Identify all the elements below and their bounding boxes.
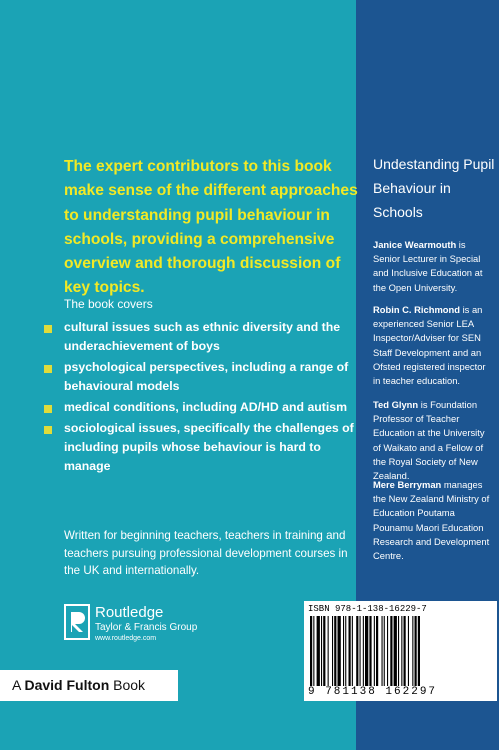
barcode-bar <box>365 616 368 686</box>
barcode-bar <box>387 616 388 686</box>
blurb-text: The expert contributors to this book make sense of the different approaches to understanding pupil behaviour in schools, providing a comprehensive overview and thorough discussion of key topics. <box>64 158 358 297</box>
barcode-bar <box>313 616 314 686</box>
barcode-digits: 9 781138 162297 <box>308 686 438 698</box>
barcode-bar <box>334 616 336 686</box>
barcode-bar <box>374 616 375 686</box>
author-bio: Janice Wearmouth is Senior Lecturer in Special and Inclusive Education at the Open University. <box>373 239 483 293</box>
barcode-bar <box>343 616 344 686</box>
barcode-bar <box>317 616 320 686</box>
barcode-bar <box>382 616 383 686</box>
barcode-bar <box>338 616 341 686</box>
bullet-square-icon <box>44 426 52 434</box>
imprint-banner <box>0 670 178 701</box>
barcode <box>304 601 497 701</box>
publisher-name: Routledge <box>95 604 164 621</box>
barcode-bar <box>349 616 351 686</box>
barcode-bar <box>321 616 322 686</box>
barcode-bar <box>390 616 392 686</box>
barcode-bar <box>332 616 333 686</box>
barcode-bar <box>369 616 371 686</box>
barcode-bar <box>360 616 361 686</box>
author-bio: Ted Glynn is Foundation Professor of Teacher Education at the University of Waikato and a Fellow of the Royal Society of New Zealand. <box>373 399 485 482</box>
barcode-bar <box>328 616 329 686</box>
barcode-bar <box>398 616 399 686</box>
author-bio: Robin C. Richmond is an experienced Senior LEA Inspector/Adviser for SEN Staff Development and an Ofsted registered inspector in teacher education. <box>373 304 486 387</box>
publisher-url: www.routledge.com <box>95 635 157 642</box>
routledge-logo-icon <box>64 604 90 640</box>
imprint-text: A David Fulton Book <box>12 677 146 693</box>
topic-list <box>44 318 364 478</box>
barcode-bar <box>352 616 353 686</box>
barcode-bar <box>356 616 358 686</box>
bullet-square-icon <box>44 405 52 413</box>
bullet-square-icon <box>44 365 52 373</box>
barcode-bar <box>412 616 413 686</box>
barcode-bar <box>418 616 420 686</box>
barcode-bar <box>363 616 364 686</box>
audience-text: Written for beginning teachers, teachers in training and teachers pursuing professional development courses in the UK and internationally. <box>64 529 348 577</box>
list-item: cultural issues such as ethnic diversity and the underachievement of boys <box>44 318 364 356</box>
book-title: Undestanding Pupil Behaviour in Schools <box>373 156 495 220</box>
author-bio: Mere Berryman manages the New Zealand Ministry of Education Poutama Pounamu Maori Education Research and Development Centre. <box>373 479 490 562</box>
barcode-bar <box>345 616 346 686</box>
barcode-bar <box>323 616 325 686</box>
barcode-bar <box>310 616 312 686</box>
list-item: sociological issues, specifically the challenges of including pupils whose behaviour is hard to manage <box>44 419 364 476</box>
barcode-bar <box>394 616 397 686</box>
covers-label: The book covers <box>64 297 153 311</box>
barcode-bars <box>310 616 491 686</box>
barcode-bar <box>401 616 402 686</box>
barcode-bar <box>384 616 385 686</box>
barcode-bar <box>376 616 378 686</box>
bullet-square-icon <box>44 325 52 333</box>
publisher-group: Taylor & Francis Group <box>95 622 198 633</box>
barcode-bar <box>408 616 409 686</box>
list-item: psychological perspectives, including a range of behavioural models <box>44 358 364 396</box>
barcode-bar <box>404 616 406 686</box>
list-item: medical conditions, including AD/HD and autism <box>44 398 364 417</box>
barcode-bar <box>415 616 417 686</box>
isbn-label: ISBN 978-1-138-16229-7 <box>308 604 427 614</box>
